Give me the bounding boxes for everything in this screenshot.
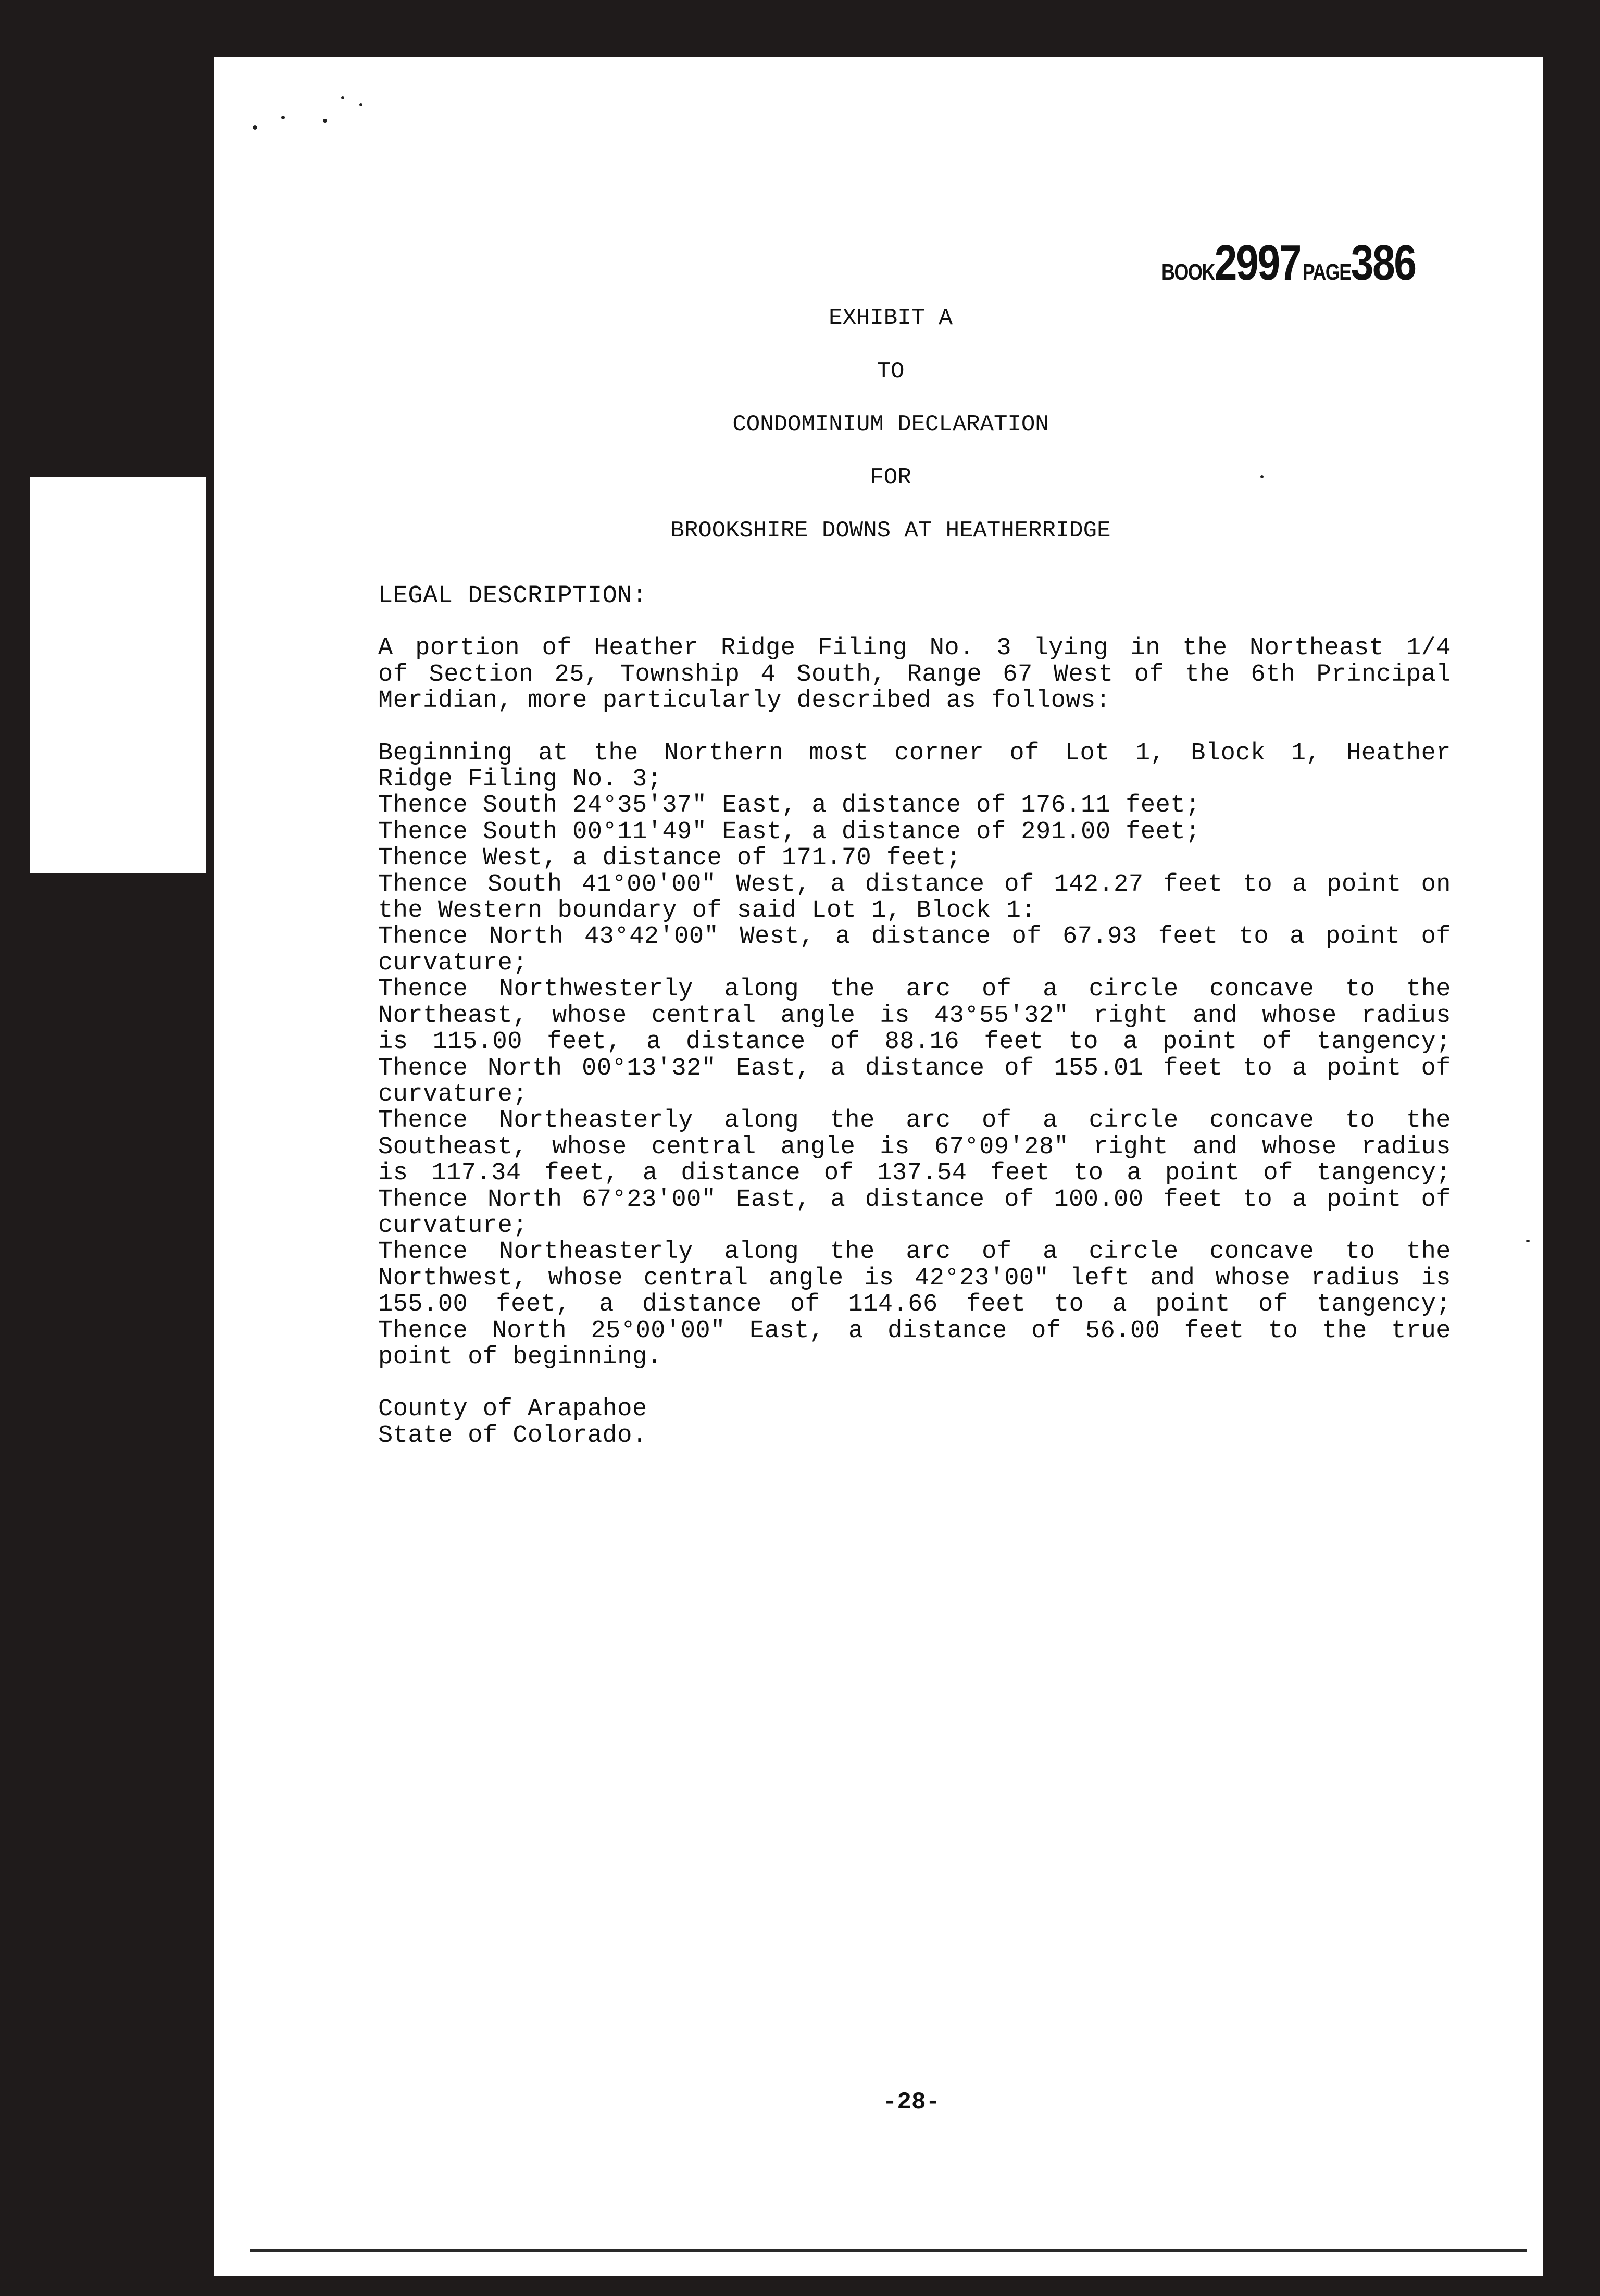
bottom-rule <box>250 2249 1527 2252</box>
text-line: curvature; <box>378 949 528 977</box>
text-line: point of beginning. <box>378 1343 662 1371</box>
text-line: A portion of Heather Ridge Filing No. 3 lying in the Northeast 1/4 <box>378 634 1451 663</box>
text-line: Thence South 24°35'37" East, a distance of 176.11 feet; <box>378 792 1201 820</box>
text-line: curvature; <box>378 1080 528 1108</box>
book-label: BOOK <box>1161 259 1215 285</box>
scan-speck <box>253 125 257 130</box>
text-line: Thence North 43°42'00" West, a distance of 67.93 feet to a point of <box>378 923 1451 951</box>
text-line: Northwest, whose central angle is 42°23'00" left and whose radius is <box>378 1264 1451 1292</box>
state-line: State of Colorado. <box>378 1421 647 1450</box>
page-footer-number: -28- <box>882 2089 941 2116</box>
text-line: Thence Northeasterly along the arc of a circle concave to the <box>378 1107 1451 1135</box>
book-page-stamp <box>1161 234 1416 292</box>
text-line: Ridge Filing No. 3; <box>378 766 662 794</box>
text-line: is 115.00 feet, a distance of 88.16 feet to a point of tangency; <box>378 1028 1451 1056</box>
scan-speck <box>323 119 327 123</box>
text-line: Thence Northeasterly along the arc of a circle concave to the <box>378 1238 1451 1266</box>
heading-line: CONDOMINIUM DECLARATION <box>732 411 1049 438</box>
text-line: curvature; <box>378 1212 528 1240</box>
text-line: Northeast, whose central angle is 43°55'32" right and whose radius <box>378 1002 1451 1030</box>
location-block <box>378 1396 1451 1449</box>
page-number-stamp: 386 <box>1351 235 1416 291</box>
heading-line: BROOKSHIRE DOWNS AT HEATHERRIDGE <box>670 518 1111 544</box>
text-line: of Section 25, Township 4 South, Range 67 West of the 6th Principal <box>378 660 1451 689</box>
page-label: PAGE <box>1302 259 1351 285</box>
scan-edge-tab <box>30 477 206 873</box>
text-line: Thence North 67°23'00" East, a distance of 100.00 feet to a point of <box>378 1186 1451 1214</box>
legal-description-body <box>378 583 1451 1449</box>
text-line: Thence South 41°00'00" West, a distance of 142.27 feet to a point on <box>378 870 1451 899</box>
scan-speck <box>281 116 285 119</box>
text-line: is 117.34 feet, a distance of 137.54 feet to a point of tangency; <box>378 1159 1451 1188</box>
text-line: 155.00 feet, a distance of 114.66 feet to a point of tangency; <box>378 1291 1451 1319</box>
heading-line: EXHIBIT A <box>829 305 953 331</box>
text-line: the Western boundary of said Lot 1, Block 1: <box>378 897 1036 925</box>
text-line: Thence North 00°13'32" East, a distance of 155.01 feet to a point of <box>378 1054 1451 1082</box>
scan-speck <box>1526 1240 1530 1242</box>
text-line: Thence South 00°11'49" East, a distance of 291.00 feet; <box>378 818 1201 846</box>
legal-description-label: LEGAL DESCRIPTION: <box>378 582 647 610</box>
scan-speck <box>341 96 344 99</box>
document-heading <box>380 292 1401 557</box>
text-line: Thence North 25°00'00" East, a distance of 56.00 feet to the true <box>378 1317 1451 1345</box>
heading-line: TO <box>877 358 905 384</box>
text-line: Southeast, whose central angle is 67°09'28" right and whose radius <box>378 1133 1451 1161</box>
text-line: Thence West, a distance of 171.70 feet; <box>378 844 961 872</box>
heading-line: FOR <box>870 465 911 491</box>
text-line: Meridian, more particularly described as follows: <box>378 687 1111 715</box>
county-line: County of Arapahoe <box>378 1395 647 1424</box>
scan-speck <box>359 103 362 106</box>
text-line: Beginning at the Northern most corner of Lot 1, Block 1, Heather <box>378 739 1451 767</box>
text-line: Thence Northwesterly along the arc of a circle concave to the <box>378 976 1451 1004</box>
book-number: 2997 <box>1214 235 1301 291</box>
courses-paragraph <box>378 741 1451 1371</box>
intro-paragraph <box>378 635 1451 714</box>
